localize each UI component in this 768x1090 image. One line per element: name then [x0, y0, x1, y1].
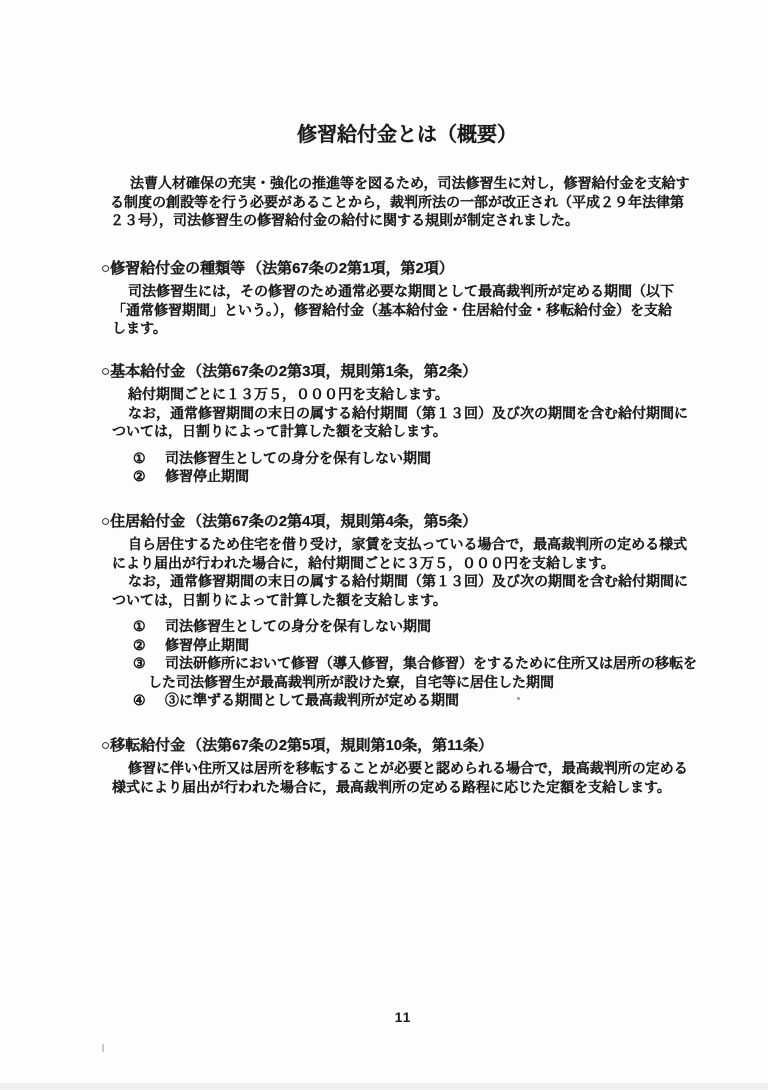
list-item-number: ② — [133, 468, 146, 484]
list-item-number: ② — [133, 636, 146, 653]
list-item — [133, 691, 697, 710]
list-item-text: 修習停止期間 — [165, 468, 249, 484]
section-marker: ○ — [101, 260, 111, 277]
body-line: 給付期間ごとに１３万５，０００円を支給します。 — [128, 386, 449, 402]
list-item-number: ③ — [133, 655, 146, 671]
body-line: 様式により届出が行われた場合に，最高裁判所の定める路程に応じた定額を支給します。 — [112, 778, 671, 795]
body-line: します。 — [112, 320, 167, 336]
section-relocation-benefit — [101, 736, 688, 796]
list-item-number: ④ — [133, 692, 146, 708]
document-title: 修習給付金とは（概要） — [297, 124, 517, 146]
intro-line: ２３号），司法修習生の修習給付金の給付に関する規則が制定されました。 — [110, 212, 579, 228]
section-title: 移転給付金 — [110, 737, 186, 754]
section-title: 基本給付金 — [110, 363, 186, 380]
scan-edge-shadow — [0, 1083, 768, 1090]
body-line: 自ら居住するため住宅を借り受け，家賃を支払っている場合で，最高裁判所の定める様式 — [128, 536, 688, 552]
body-line: により届出が行われた場合に，給付期間ごとに３万５，０００円を支給します。 — [112, 554, 615, 571]
section-basic-benefit — [101, 362, 688, 486]
section-legal-ref: （法第67条の2第3項，規則第1条，第2条） — [187, 363, 478, 380]
list-item-text: 司法修習生としての身分を保有しない期間 — [165, 618, 431, 634]
list-item-continuation: した司法修習生が最高裁判所が設けた寮，自宅等に居住した期間 — [148, 673, 554, 690]
list-item-text: 司法研修所において修習（導入修習，集合修習）をするために住所又は居所の移転を — [165, 655, 697, 671]
section-legal-ref: （法第67条の2第5項，規則第10条，第11条） — [187, 737, 493, 754]
section-marker: ○ — [101, 513, 111, 530]
body-line: 修習に伴い住所又は居所を移転することが必要と認められる場合で，最高裁判所の定める — [128, 760, 688, 776]
section-legal-ref: （法第67条の2第4項，規則第4条，第5条） — [187, 513, 478, 530]
section-title: 住居給付金 — [110, 513, 186, 530]
body-line: ついては，日割りによって計算した額を支給します。 — [112, 423, 447, 439]
body-line: 「通常修習期間」という。），修習給付金（基本給付金・住居給付金・移転給付金）を支給 — [112, 301, 672, 318]
body-line: なお，通常修習期間の末日の属する給付期間（第１３回）及び次の期間を含む給付期間に — [128, 573, 688, 589]
list-item — [133, 636, 697, 655]
section-benefit-types — [101, 259, 674, 338]
section-marker: ○ — [101, 737, 111, 754]
section-marker: ○ — [101, 363, 111, 380]
section-legal-ref: （法第67条の2第1項，第2項） — [247, 260, 454, 277]
list-item — [133, 467, 688, 486]
section-heading — [101, 736, 688, 756]
body-line: ついては，日割りによって計算した額を支給します。 — [112, 591, 447, 608]
list-item-text: 修習停止期間 — [165, 636, 249, 653]
intro-line: る制度の創設等を行う必要があることから，裁判所法の一部が改正され（平成２９年法律第 — [110, 193, 684, 210]
list-item — [133, 654, 697, 673]
page-number: 11 — [394, 1009, 412, 1025]
scan-speck — [102, 1044, 104, 1052]
body-line: なお，通常修習期間の末日の属する給付期間（第１３回）及び次の期間を含む給付期間に — [128, 404, 688, 421]
section-heading — [101, 362, 688, 382]
section-heading — [101, 259, 674, 279]
list-item-text: 司法修習生としての身分を保有しない期間 — [165, 449, 431, 466]
scan-speck — [517, 697, 520, 700]
excluded-periods-list — [101, 449, 688, 486]
intro-paragraph — [110, 174, 689, 230]
list-item — [133, 617, 697, 636]
excluded-periods-list — [101, 617, 697, 710]
body-line: 司法修習生には，その修習のため通常必要な期間として最高裁判所が定める期間（以下 — [128, 283, 674, 299]
section-housing-benefit — [101, 512, 697, 710]
section-heading — [101, 512, 697, 532]
section-title: 修習給付金の種類等 — [110, 260, 246, 277]
list-item-number: ① — [133, 449, 146, 466]
list-item-number: ① — [133, 618, 146, 634]
list-item-text: ③に準ずる期間として最高裁判所が定める期間 — [165, 692, 459, 708]
intro-line: 法曹人材確保の充実・強化の推進等を図るため，司法修習生に対し，修習給付金を支給す — [130, 175, 690, 191]
list-item — [133, 449, 688, 468]
